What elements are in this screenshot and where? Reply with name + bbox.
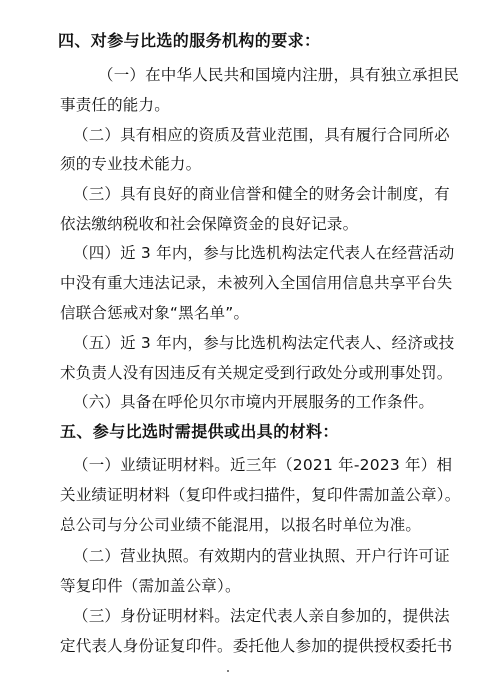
paragraph-line: 依法缴纳税收和社会保障资金的良好记录。 <box>60 215 359 233</box>
paragraph-line: （二）具有相应的资质及营业范围，具有履行合同所必 <box>73 126 450 144</box>
scan-speck <box>227 670 229 672</box>
section-heading-requirements: 四、对参与比选的服务机构的要求： <box>58 31 321 50</box>
paragraph-line: 关业绩证明材料（复印件或扫描件，复印件需加盖公章）。 <box>60 486 461 504</box>
paragraph-line: （四）近 3 年内，参与比选机构法定代表人在经营活动 <box>73 244 455 262</box>
paragraph-line: （三）具有良好的商业信誉和健全的财务会计制度，有 <box>73 185 450 203</box>
paragraph-line: （一）业绩证明材料。近三年（2021 年-2023 年）相 <box>73 456 453 474</box>
paragraph-line: （一）在中华人民共和国境内注册，具有独立承担民 <box>98 66 460 84</box>
paragraph-line: 等复印件（需加盖公章）。 <box>60 577 241 595</box>
paragraph-line: （五）近 3 年内，参与比选机构法定代表人、经济或技 <box>73 334 455 352</box>
section-heading-materials: 五、参与比选时需提供或出具的材料： <box>60 422 339 441</box>
paragraph-line: 信联合惩戒对象“黑名单”。 <box>60 304 250 322</box>
paragraph-line: 术负责人没有因违反有关规定受到行政处分或刑事处罚。 <box>60 364 453 382</box>
paragraph-line: （六）具备在呼伦贝尔市境内开展服务的工作条件。 <box>73 393 435 411</box>
paragraph-line: 中没有重大违法记录，未被列入全国信用信息共享平台失 <box>60 274 453 292</box>
paragraph-line: （二）营业执照。有效期内的营业执照、开户行许可证 <box>73 547 450 565</box>
paragraph-line: 定代表人身份证复印件。委托他人参加的提供授权委托书 <box>60 637 453 655</box>
paragraph-line: 总公司与分公司业绩不能混用，以报名时单位为准。 <box>60 516 422 534</box>
paragraph-line: 须的专业技术能力。 <box>60 155 202 173</box>
paragraph-line: （三）身份证明材料。法定代表人亲自参加的，提供法 <box>73 607 450 625</box>
paragraph-line: 事责任的能力。 <box>60 96 170 114</box>
